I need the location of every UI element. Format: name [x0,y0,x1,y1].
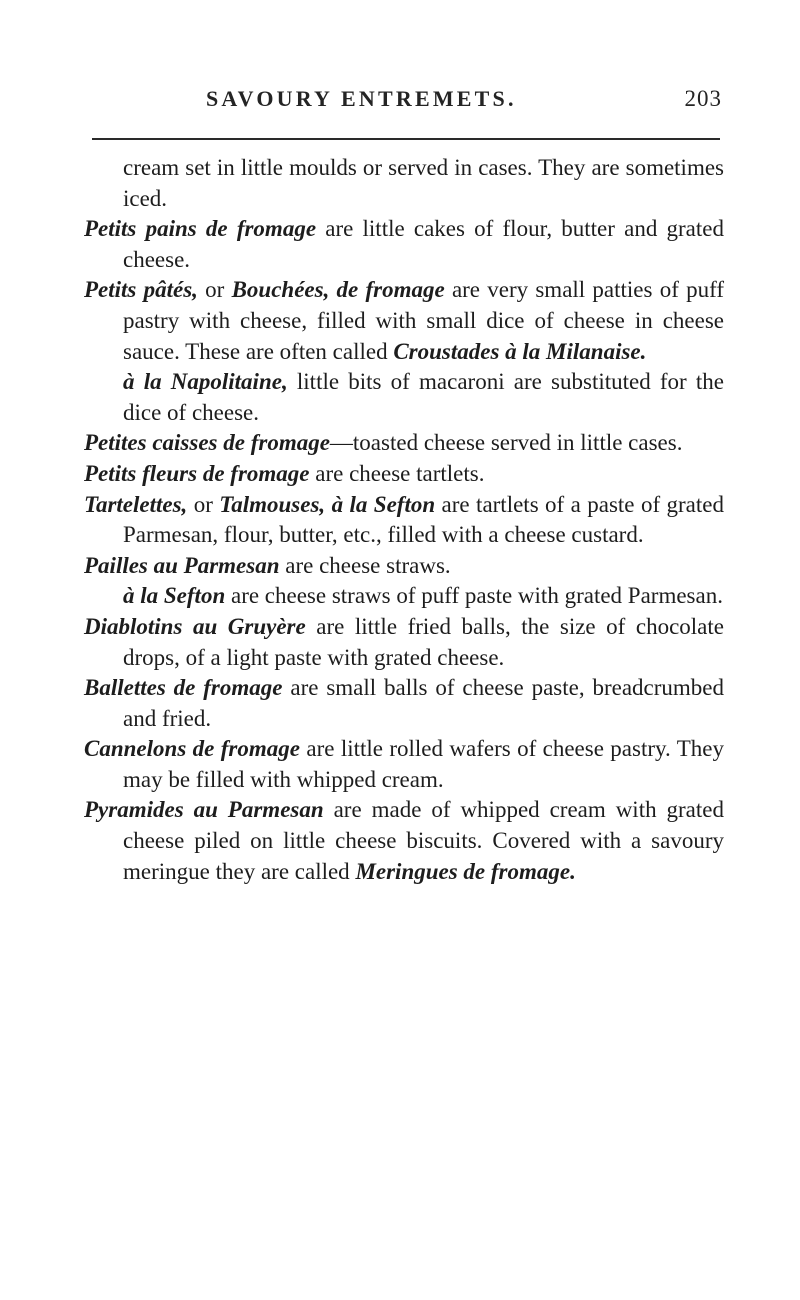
entry-term: Petits pâtés, [84,277,198,303]
entry-continuation [84,153,724,214]
entry-term-alt: Talmouses, à la Sefton [219,491,436,517]
entry-term: Tartelettes, [84,491,188,517]
entry-text: cream set in little moulds or served in cases. They are sometimes iced. [123,155,724,211]
entry-ballettes [84,673,724,734]
entry-pyramides [84,795,724,887]
page-number: 203 [684,86,722,111]
header-rule [92,138,720,140]
entry-term: Pyramides au Parmesan [84,797,324,823]
entry-term-called: Croustades à la Milanaise. [393,338,647,364]
entry-petits-fleurs [84,459,724,490]
body-text [84,153,724,887]
entry-pailles [84,551,724,582]
entry-tartelettes [84,490,724,551]
entry-petits-pates [84,275,724,367]
running-title: SAVOURY ENTREMETS. [206,86,517,111]
entry-term: Petits pains de fromage [84,216,317,242]
entry-text: are small balls of cheese paste, breadcrumbed and fried. [123,675,725,731]
entry-text: —toasted cheese served in little cases. [329,430,683,456]
entry-text: are tartlets of a paste of grated Parmesan, flour, butter, etc., filled with a cheese custard. [123,491,724,548]
entry-term: Pailles au Parmesan [84,552,280,578]
entry-diablotins [84,612,724,673]
entry-term: Cannelons de fromage [84,736,300,762]
entry-text: are cheese tartlets. [309,460,485,486]
running-header [90,86,722,120]
entry-cannelons [84,734,724,795]
entry-term: Ballettes de fromage [84,675,283,701]
entry-connector: or [187,491,220,517]
entry-napolitaine [84,367,724,428]
entry-term: Petites caisses de fromage [84,430,330,456]
entry-petits-pains [84,214,724,275]
entry-term: à la Napolitaine, [123,369,288,395]
entry-text: are little cakes of flour, butter and grated cheese. [123,216,724,272]
entry-connector: or [197,277,232,303]
entry-term-alt: Bouchées, de fromage [231,277,445,303]
entry-text: are little fried balls, the size of chocolate drops, of a light paste with grated cheese. [123,613,724,670]
entry-a-la-sefton [84,581,724,612]
entry-text: are made of whipped cream with grated cheese piled on little cheese biscuits. Covered with a savoury meringue they are called [123,797,724,884]
entry-term: à la Sefton [123,583,226,609]
entry-petites-caisses [84,428,724,459]
entry-text: are cheese straws. [279,552,451,578]
entry-text: little bits of macaroni are substituted for the dice of cheese. [123,369,725,425]
entry-term: Diablotins au Gruyère [84,613,306,639]
entry-text: are little rolled wafers of cheese pastry. They may be filled with whipped cream. [123,736,724,792]
entry-term: Petits fleurs de fromage [84,460,310,486]
entry-term-called: Meringues de fromage. [355,858,576,884]
entry-text: are very small patties of puff pastry with cheese, filled with small dice of cheese in cheese sauce. These are often called [123,277,724,364]
entry-text: are cheese straws of puff paste with grated Parmesan. [225,583,723,609]
